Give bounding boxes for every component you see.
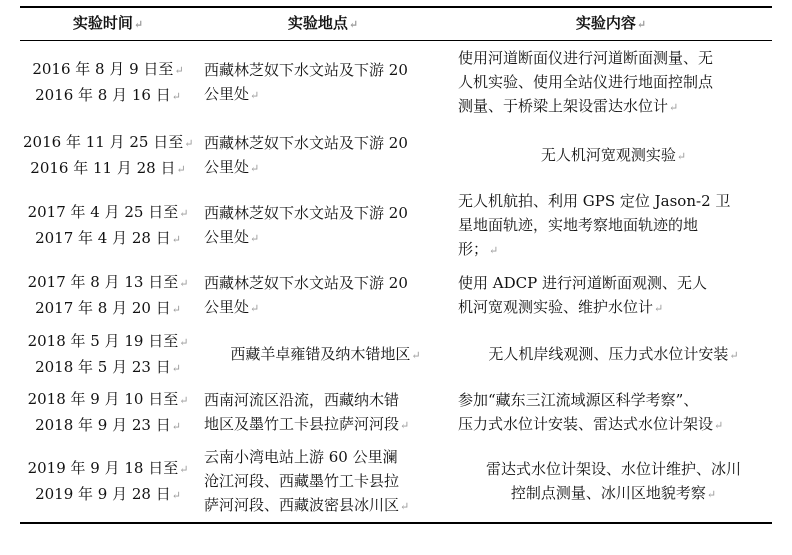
cell-content-line: [458, 271, 769, 295]
cell-time: [20, 187, 196, 265]
cell-location-text: 萨河河段、西藏波密县冰川区: [204, 496, 400, 514]
cell-location-text: 沧江河段、西藏墨竹工卡县拉: [204, 472, 400, 490]
cell-location-text: 西藏林芝奴下水文站及下游 20: [204, 273, 408, 292]
cell-time-text: 2017 年 4 月 28 日: [35, 228, 171, 247]
cell-time-text: 2019 年 9 月 18 日至: [27, 459, 179, 477]
header-time: 实验时间↵: [20, 7, 196, 41]
cell-content-line: [458, 70, 769, 94]
cell-time: [20, 327, 196, 383]
cell-time-text: 2017 年 4 月 25 日至: [27, 202, 179, 221]
cell-time-line: [23, 355, 193, 381]
cell-location-text: 西藏林芝奴下水文站及下游 20: [204, 60, 408, 79]
cell-time-line: [23, 57, 193, 83]
cell-location-line: [204, 225, 447, 251]
cell-time-line: [23, 482, 193, 508]
return-mark: ↵: [171, 232, 181, 246]
cell-content-text: 使用 ADCP 进行河道断面观测、无人: [458, 273, 707, 292]
table-row: [20, 187, 772, 265]
table-row: [20, 265, 772, 327]
cell-location-text: 西藏林芝奴下水文站及下游 20: [204, 133, 408, 152]
cell-location: [196, 443, 450, 523]
cell-time-text: 2019 年 9 月 28 日: [35, 485, 171, 503]
cell-content-line: [458, 412, 769, 438]
table-row: [20, 125, 772, 187]
cell-content-line: [458, 237, 769, 263]
cell-location-text: 西藏羊卓雍错及纳木错地区: [230, 344, 411, 363]
cell-content: [450, 443, 772, 523]
return-mark: ↵: [171, 361, 181, 375]
return-mark: ↵: [411, 348, 421, 362]
cell-content-line: [458, 189, 769, 213]
cell-content-line: [458, 457, 769, 481]
return-mark: ↵: [676, 149, 687, 163]
cell-content-line: [458, 213, 769, 237]
return-mark: ↵: [250, 231, 260, 245]
cell-time-text: 2016 年 8 月 9 日至: [32, 59, 174, 78]
header-content: 实验内容↵: [450, 7, 772, 41]
cell-time-text: 2017 年 8 月 20 日: [35, 298, 171, 317]
return-mark: ↵: [250, 301, 260, 315]
cell-content-text: 测量、于桥梁上架设雷达水位计: [458, 96, 669, 115]
cell-location: [196, 327, 450, 383]
cell-content-line: [458, 143, 769, 169]
cell-content-text: 无人机航拍、利用 GPS 定位 Jason-2 卫: [458, 191, 731, 210]
return-mark: ↵: [179, 206, 189, 220]
cell-content: [450, 187, 772, 265]
cell-location-line: [204, 131, 447, 155]
return-mark: ↵: [250, 161, 260, 175]
table-row: [20, 327, 772, 383]
cell-location-text: 西南河流区沿流，西藏纳木错: [204, 390, 400, 409]
cell-location: [196, 265, 450, 327]
cell-time-line: [23, 329, 193, 355]
return-mark: ↵: [714, 418, 724, 432]
cell-content-text: 机河宽观测实验、维护水位计: [458, 297, 654, 316]
cell-time: [20, 383, 196, 443]
cell-time-text: 2016 年 11 月 28 日: [30, 158, 176, 177]
table-row: [20, 383, 772, 443]
return-mark: ↵: [179, 335, 189, 349]
cell-content-text: 参加“藏东三江流域源区科学考察”、: [458, 390, 699, 409]
cell-content-text: 星地面轨迹，实地考察地面轨迹的地: [458, 215, 699, 234]
cell-content-text: 使用河道断面仪进行河道断面测量、无: [458, 48, 714, 67]
cell-location-line: [204, 469, 447, 493]
cell-time-text: 2018 年 9 月 10 日至: [27, 389, 179, 408]
return-mark: ↵: [489, 243, 499, 257]
return-mark: ↵: [176, 162, 186, 176]
cell-content-line: [458, 342, 769, 368]
cell-time-line: [23, 270, 193, 296]
return-mark: ↵: [250, 88, 260, 102]
cell-time-line: [23, 130, 193, 156]
cell-location-line: [204, 295, 447, 321]
cell-time-text: 2018 年 9 月 23 日: [35, 415, 171, 434]
cell-location: [196, 125, 450, 187]
return-mark: ↵: [174, 63, 184, 77]
cell-content: [450, 383, 772, 443]
cell-time-line: [23, 200, 193, 226]
cell-location-line: [204, 201, 447, 225]
cell-content-text: 无人机河宽观测实验: [540, 145, 676, 164]
cell-content-text: 压力式水位计安装、雷达式水位计架设: [458, 414, 714, 433]
cell-time-line: [23, 456, 193, 482]
return-mark: ↵: [400, 418, 410, 432]
cell-location-text: 地区及墨竹工卡县拉萨河河段: [204, 414, 400, 433]
cell-location-line: [204, 271, 447, 295]
return-mark: ↵: [669, 100, 679, 114]
cell-content-text: 雷达式水位计架设、水位计维护、冰川: [485, 460, 741, 478]
cell-content: [450, 125, 772, 187]
cell-time-line: [23, 296, 193, 322]
cell-content-line: [458, 94, 769, 120]
cell-content-line: [458, 388, 769, 412]
return-mark: ↵: [171, 419, 181, 433]
cell-time-line: [23, 83, 193, 109]
experiment-table: [20, 6, 772, 524]
cell-location-text: 公里处: [204, 297, 250, 316]
return-mark: ↵: [179, 393, 189, 407]
cell-location-text: 西藏林芝奴下水文站及下游 20: [204, 203, 408, 222]
cell-time-line: [23, 226, 193, 252]
table-row: [20, 443, 772, 523]
cell-time: [20, 125, 196, 187]
cell-content-line: [458, 46, 769, 70]
table-header-row: [20, 7, 772, 41]
cell-content-line: [458, 295, 769, 321]
cell-time-text: 2018 年 5 月 23 日: [35, 357, 171, 376]
cell-location-line: [204, 412, 447, 438]
cell-time-line: [23, 413, 193, 439]
cell-location-text: 云南小湾电站上游 60 公里澜: [204, 448, 398, 466]
cell-location: [196, 187, 450, 265]
cell-content-line: [458, 481, 769, 507]
cell-location-line: [204, 445, 447, 469]
cell-time: [20, 443, 196, 523]
cell-time-line: [23, 156, 193, 182]
return-mark: ↵: [179, 463, 189, 476]
return-mark: ↵: [729, 348, 739, 362]
cell-location-line: [204, 58, 447, 82]
cell-time-text: 2016 年 8 月 16 日: [35, 85, 171, 104]
cell-location-text: 公里处: [204, 84, 250, 103]
return-mark: ↵: [179, 276, 189, 290]
cell-content-text: 无人机岸线观测、压力式水位计安装: [488, 344, 729, 363]
cell-location: [196, 383, 450, 443]
return-mark: ↵: [184, 136, 194, 150]
cell-time-text: 2016 年 11 月 25 日至: [23, 132, 184, 151]
cell-location-text: 公里处: [204, 227, 250, 246]
return-mark: ↵: [171, 89, 181, 103]
cell-location: [196, 41, 450, 125]
return-mark: ↵: [171, 302, 181, 316]
cell-content-text: 形；: [458, 239, 489, 258]
return-mark: ↵: [654, 301, 664, 315]
return-mark: ↵: [706, 488, 717, 501]
cell-content: [450, 327, 772, 383]
cell-time: [20, 41, 196, 125]
cell-time-text: 2018 年 5 月 19 日至: [27, 331, 179, 350]
cell-location-text: 公里处: [204, 157, 250, 176]
cell-location-line: [204, 82, 447, 108]
cell-location-line: [204, 493, 447, 519]
cell-location-line: [204, 388, 447, 412]
return-mark: ↵: [400, 500, 410, 513]
cell-content: [450, 41, 772, 125]
cell-time-line: [23, 387, 193, 413]
table-body: [20, 41, 772, 523]
cell-time: [20, 265, 196, 327]
return-mark: ↵: [171, 489, 181, 502]
cell-time-text: 2017 年 8 月 13 日至: [27, 272, 179, 291]
table-row: [20, 41, 772, 125]
header-location: 实验地点↵: [196, 7, 450, 41]
cell-content-text: 控制点测量、冰川区地貌考察: [510, 484, 706, 502]
cell-location-line: [204, 155, 447, 181]
cell-content: [450, 265, 772, 327]
cell-content-text: 人机实验、使用全站仪进行地面控制点: [458, 72, 714, 91]
cell-location-line: [204, 342, 447, 368]
